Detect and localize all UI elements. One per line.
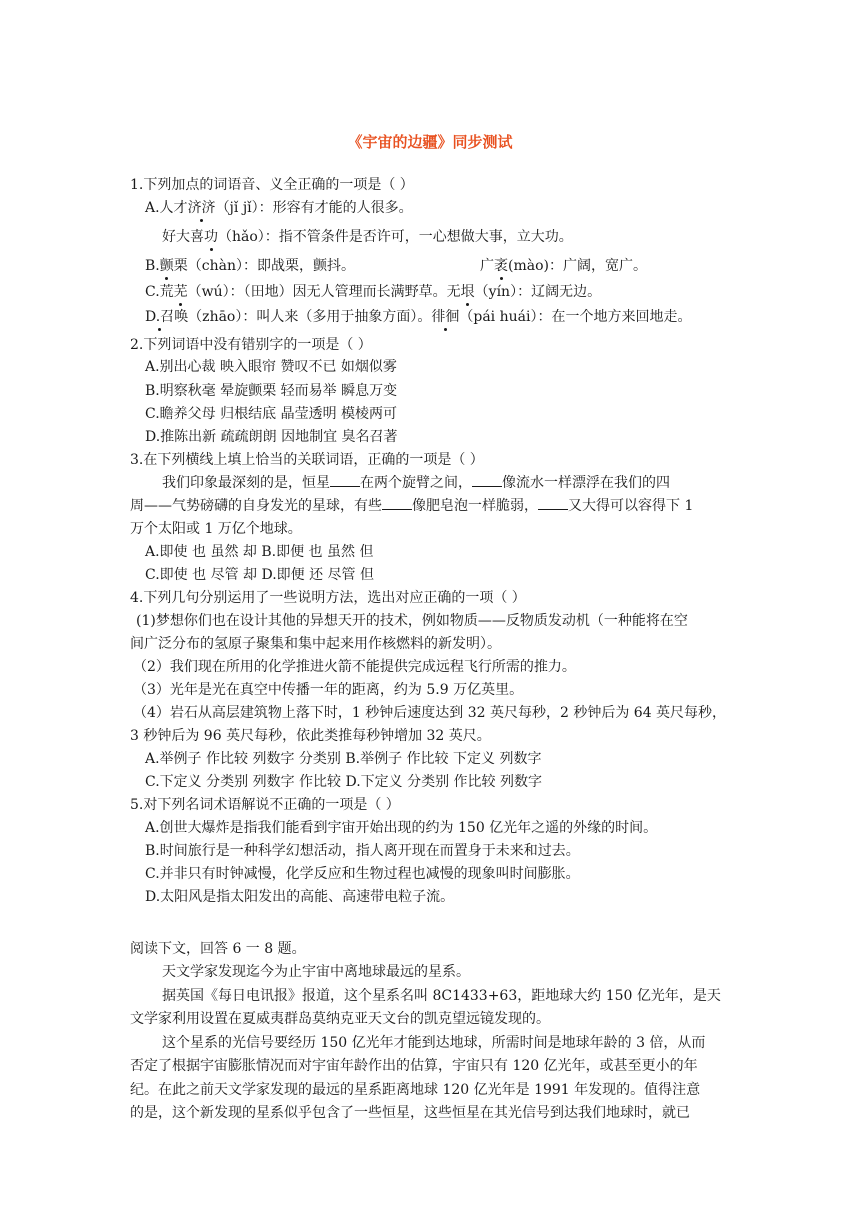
- q1-option-a-line2: [162, 228, 573, 246]
- reading-p2-line1: 这个星系的光信号要经历 150 亿光年才能到达地球，所需时间是地球年龄的 3 倍，从而: [162, 1035, 706, 1051]
- q3-options-ab: A.即使 也 虽然 却 B.即便 也 虽然 但: [145, 544, 374, 560]
- q1-a-post: （jǐ jǐ）：形容有才能的人很多。: [215, 200, 413, 216]
- q4-sentence-1b: 间广泛分布的氢原子聚集和集中起来用作核燃料的新发明）。: [130, 636, 501, 652]
- q3-options-cd: C.即使 也 尽管 却 D.即便 还 尽管 但: [145, 567, 374, 583]
- q1-b2-dotted-word: 袤: [494, 258, 508, 274]
- q1-c2-dotted-word: 垠: [460, 284, 475, 300]
- question-3-stem: 3.在下列横线上填上恰当的关联词语，正确的一项是（ ）: [130, 452, 484, 468]
- q1-c1-post: （wú）：（田地）因无人管理而长满野草。: [187, 284, 447, 300]
- q1-option-b-second: [480, 257, 647, 275]
- q1-b1-dotted-word: 颤: [159, 258, 174, 274]
- reading-p2-line3: 纪。在此之前天文学家发现的最远的星系距离地球 120 亿光年是 1991 年发现的。值得注意: [130, 1082, 701, 1098]
- q3-passage-line2: [130, 497, 693, 515]
- q1-c2-post: （yín）：辽阔无边。: [474, 284, 602, 300]
- q2-option-b: B.明察秋毫 晕旋颤栗 轻而易举 瞬息万变: [145, 383, 398, 399]
- q4-sentence-4a: （4）岩石从高层建筑物上落下时，1 秒钟后速度达到 32 英尺每秒，2 秒钟后为 64 英尺每秒，: [133, 705, 727, 721]
- q4-sentence-2: （2）我们现在所用的化学推进火箭不能提供完成远程飞行所需的推力。: [133, 659, 576, 675]
- q4-sentence-3: （3）光年是光在真空中传播一年的距离，约为 5.9 万亿英里。: [133, 682, 524, 698]
- q3-passage-line3: 万个太阳或 1 万亿个地球。: [130, 521, 302, 537]
- q4-options-cd: C.下定义 分类别 列数字 作比较 D.下定义 分类别 作比较 列数字: [145, 774, 542, 790]
- q4-sentence-1a: (1)梦想你们也在设计其他的异想天开的技术，例如物质——反物质发动机（一种能将在空: [136, 613, 688, 629]
- q2-option-a: A.别出心裁 映入眼帘 赞叹不已 如烟似雾: [145, 359, 397, 375]
- q3-p1a: 我们印象最深刻的是，恒星: [162, 475, 330, 491]
- reading-intro: 阅读下文，回答 6 一 8 题。: [130, 941, 306, 957]
- q1-option-c: [145, 283, 601, 301]
- q3-passage-line1: [162, 474, 670, 492]
- question-2-stem: 2.下列词语中没有错别字的一项是（ ）: [130, 337, 372, 353]
- q1-b2-pre: 广: [480, 258, 494, 274]
- q1-c2-pre: 无: [446, 284, 461, 300]
- fill-blank: [538, 497, 568, 510]
- q1-d2-dotted-word: 徘徊: [431, 309, 460, 325]
- reading-p2-line4: 的是，这个新发现的星系似乎包含了一些恒星，这些恒星在其光信号到达我们地球时，就已: [130, 1105, 690, 1121]
- question-4-stem: 4.下列几句分别运用了一些说明方法，选出对应正确的一项（ ）: [130, 590, 526, 606]
- reading-p2-line2: 否定了根据宇宙膨胀情况而对宇宙年龄作出的估算，宇宙只有 120 亿光年，或甚至更小的年: [130, 1058, 698, 1074]
- q3-p2c: 又大得可以容得下 1: [568, 498, 694, 514]
- q5-option-b: B.时间旅行是一种科学幻想活动，指人离开现在而置身于未来和过去。: [145, 843, 580, 859]
- q4-options-ab: A.举例子 作比较 列数字 分类别 B.举例子 作比较 下定义 列数字: [145, 751, 542, 767]
- q1-b1-post: 栗（chàn）：即战栗，颤抖。: [173, 258, 355, 274]
- q1-b2-post: (mào)：广阔，宽广。: [508, 258, 647, 274]
- page-title: 《宇宙的边疆》同步测试: [347, 133, 513, 151]
- q1-d2-post: （pái huái）：在一个地方来回地走。: [459, 309, 692, 325]
- q3-p2a: 周——气势磅礴的自身发光的星球，有些: [130, 498, 382, 514]
- q1-c1-pre: C.荒: [145, 284, 174, 300]
- q4-sentence-4b: 3 秒钟后为 96 英尺每秒，依此类推每秒钟增加 32 英尺。: [130, 728, 491, 744]
- q1-b1-pre: B.: [145, 258, 160, 274]
- reading-headline: 天文学家发现迄今为止宇宙中离地球最远的星系。: [162, 964, 470, 980]
- q1-a2-pre: 好大喜: [162, 229, 204, 245]
- q2-option-d: D.推陈出新 疏疏朗朗 因地制宜 臭名召著: [145, 429, 398, 445]
- q3-p2b: 像肥皂泡一样脆弱，: [412, 498, 538, 514]
- q1-option-a: [145, 199, 413, 217]
- q5-option-a: A.创世大爆炸是指我们能看到宇宙开始出现的约为 150 亿光年之遥的外缘的时间。: [145, 820, 658, 836]
- q1-a2-dotted-word: 功: [204, 229, 218, 245]
- q3-p1c: 像流水一样漂浮在我们的四: [502, 475, 670, 491]
- q1-option-b: [145, 257, 355, 275]
- q5-option-c: C.并非只有时钟减慢，化学反应和生物过程也减慢的现象叫时间膨胀。: [145, 866, 580, 882]
- q1-d1-dotted-word: D.召: [145, 309, 175, 325]
- fill-blank: [382, 497, 412, 510]
- q3-p1b: 在两个旋臂之间，: [360, 475, 472, 491]
- q1-a-dotted-word: 济济: [187, 200, 216, 216]
- q1-c1-dotted-word: 芜: [173, 284, 188, 300]
- q1-d1-post: 唤（zhāo）：叫人来（多用于抽象方面）。: [174, 309, 432, 325]
- reading-p1-line2: 文学家利用设置在夏威夷群岛莫纳克亚天文台的凯克望远镜发现的。: [130, 1011, 550, 1027]
- reading-p1-line1: 据英国《每日电讯报》报道，这个星系名叫 8C1433+63，距地球大约 150 亿光年，是天: [162, 988, 721, 1004]
- q1-a-pre: A.人才: [145, 200, 188, 216]
- q5-option-d: D.太阳风是指太阳发出的高能、高速带电粒子流。: [145, 889, 455, 905]
- fill-blank: [472, 474, 502, 487]
- question-1-stem: 1.下列加点的词语音、义全正确的一项是（ ）: [130, 177, 414, 193]
- fill-blank: [330, 474, 360, 487]
- q1-option-d: [145, 308, 691, 326]
- q1-a2-post: （hǎo）：指不管条件是否许可，一心想做大事，立大功。: [218, 229, 573, 245]
- q2-option-c: C.瞻养父母 归根结底 晶莹透明 模棱两可: [145, 406, 398, 422]
- question-5-stem: 5.对下列名词术语解说不正确的一项是（ ）: [130, 797, 400, 813]
